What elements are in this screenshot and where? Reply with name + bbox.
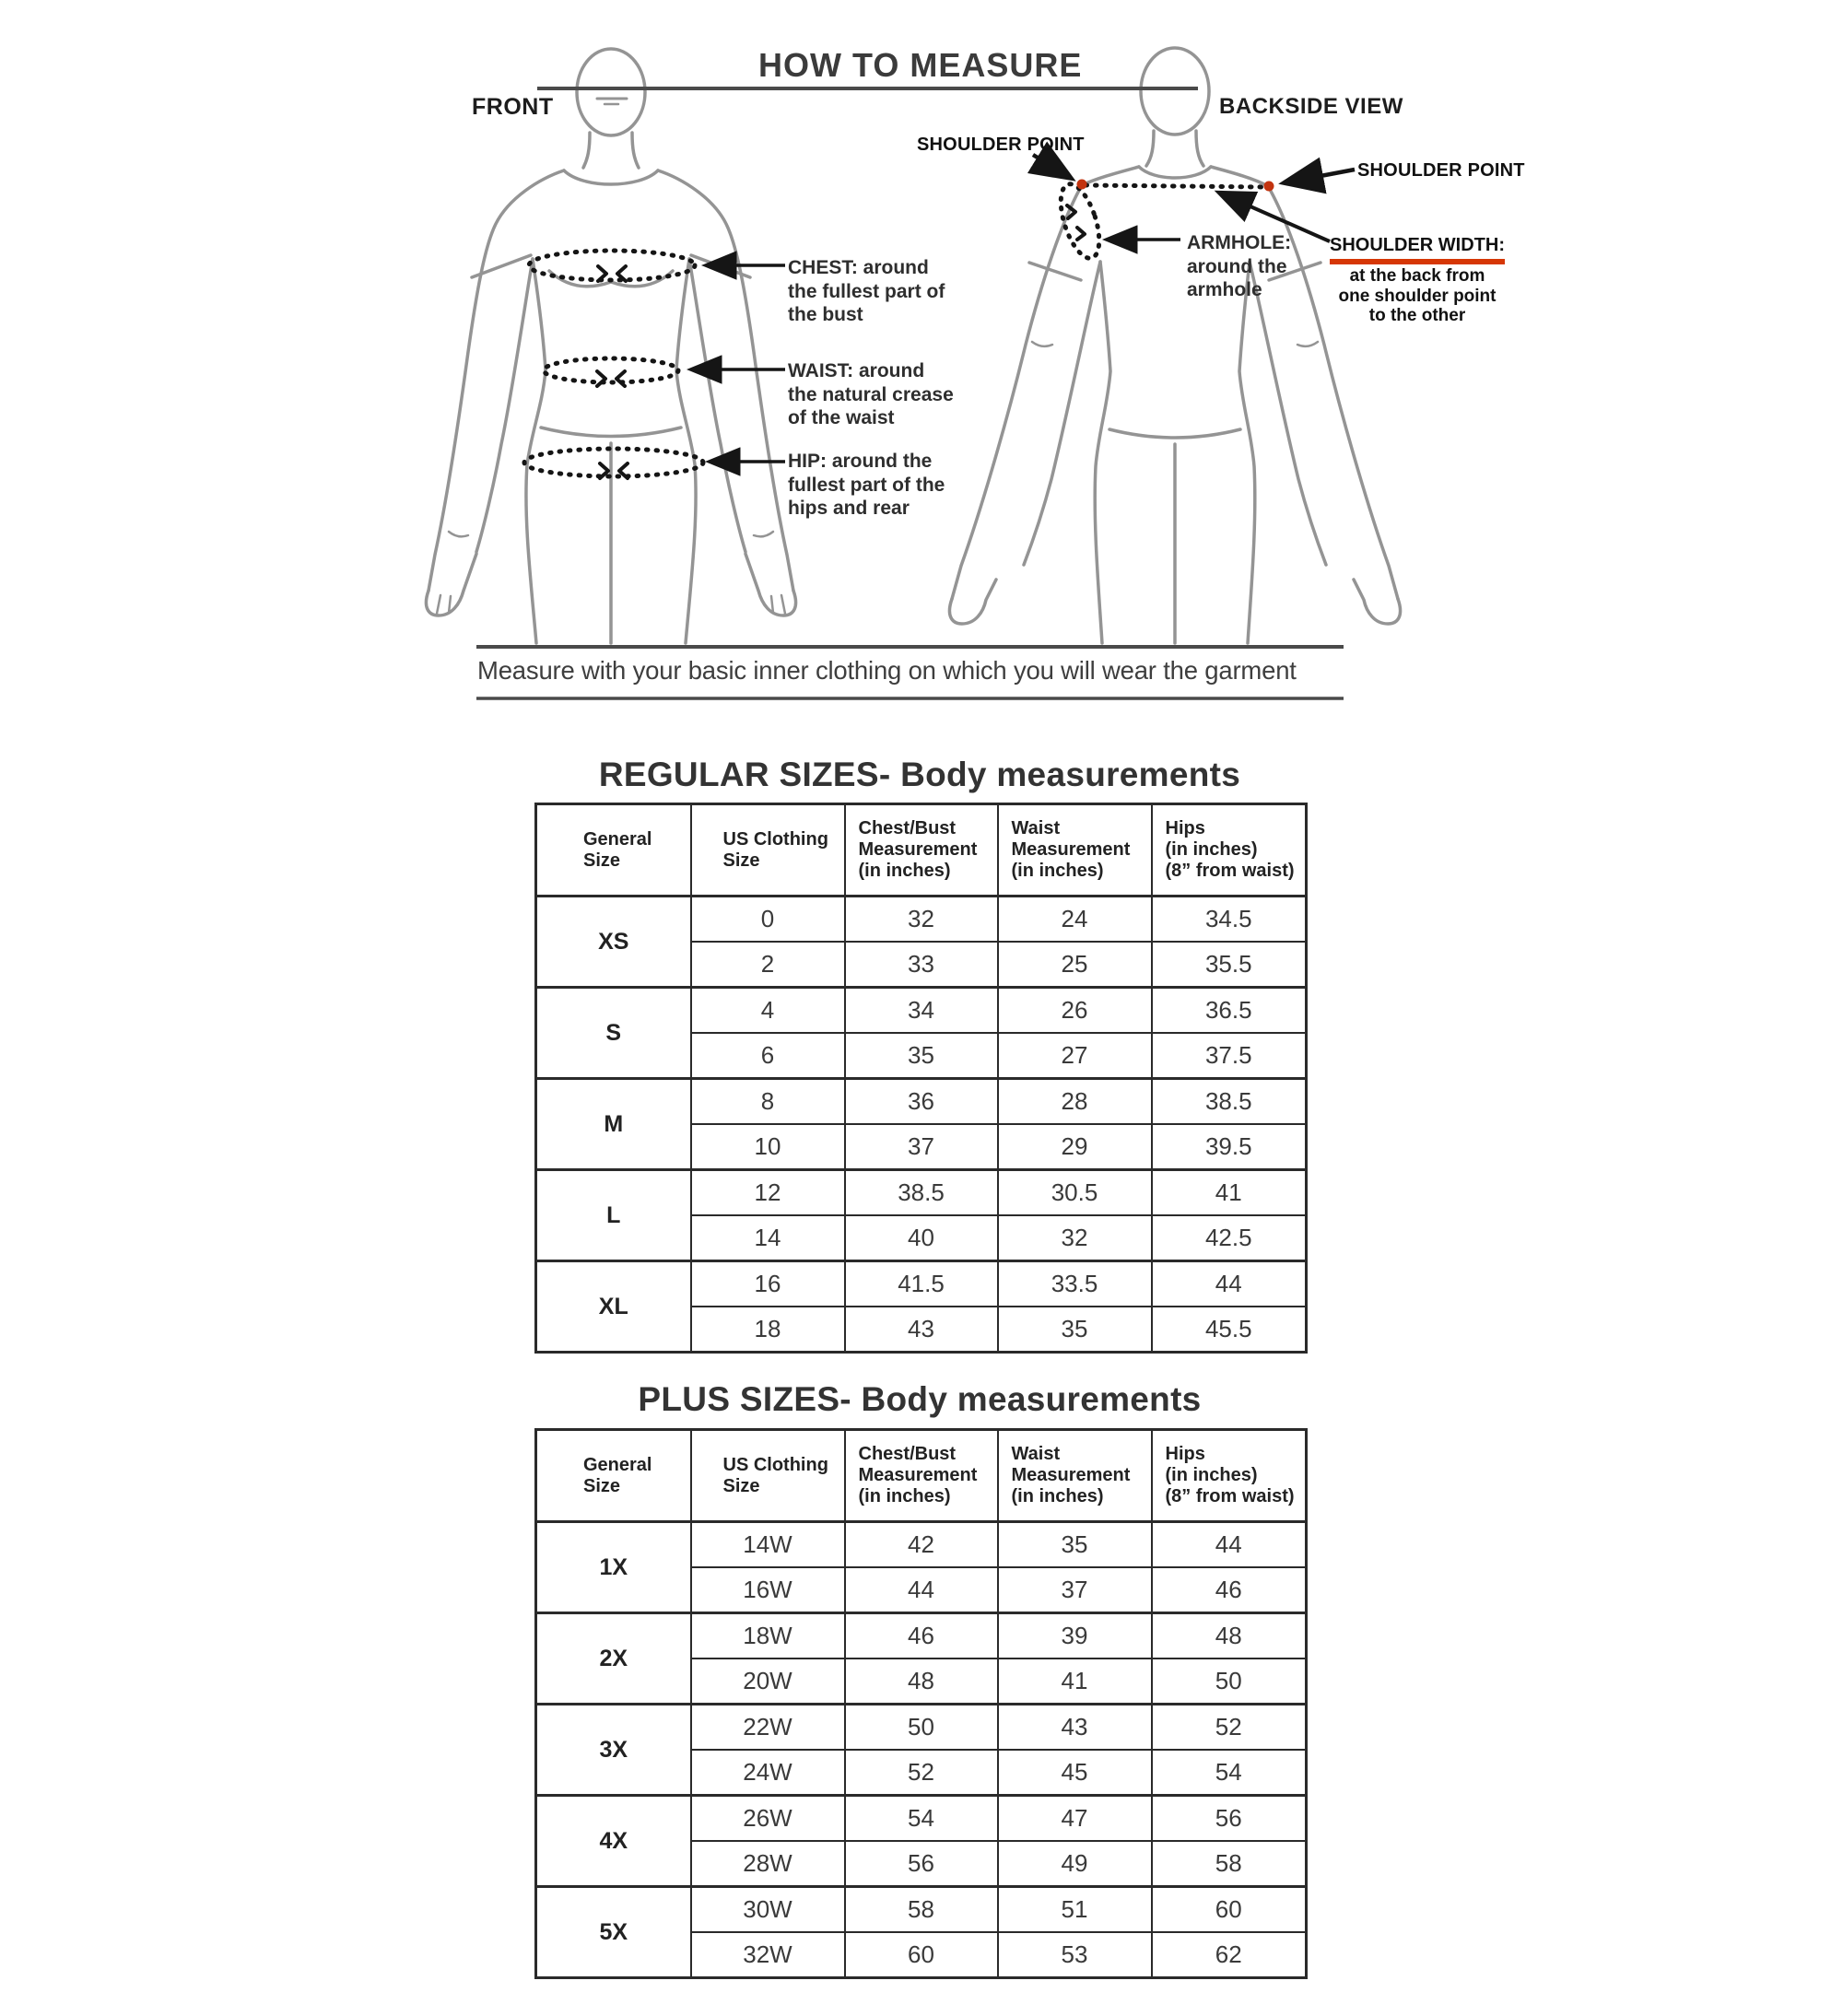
plus-sizes-table [534,1428,1308,1979]
table-row [536,1705,1307,1751]
chest-cell: 40 [845,1215,998,1261]
armhole-ellipse [1053,180,1107,263]
us-size-cell: 32W [691,1932,845,1978]
general-size-cell: S [536,988,691,1079]
us-size-cell: 0 [691,897,845,943]
waist-cell: 24 [998,897,1152,943]
chest-cell: 37 [845,1124,998,1170]
shoulder-width-line: one shoulder point [1338,286,1497,306]
general-size-cell: 5X [536,1887,691,1978]
hips-cell: 62 [1152,1932,1307,1978]
chest-cell: 60 [845,1932,998,1978]
hip-ellipse [524,449,703,476]
hips-cell: 39.5 [1152,1124,1307,1170]
hips-cell: 54 [1152,1750,1307,1796]
waist-cell: 25 [998,942,1152,988]
waist-cell: 26 [998,988,1152,1034]
chest-cell: 54 [845,1796,998,1842]
hips-cell: 58 [1152,1841,1307,1887]
hips-cell: 46 [1152,1567,1307,1613]
hips-cell: 48 [1152,1613,1307,1659]
chest-cell: 36 [845,1079,998,1125]
general-size-cell: M [536,1079,691,1170]
table-row [536,1796,1307,1842]
waist-cell: 53 [998,1932,1152,1978]
shoulder-point-right-label: SHOULDER POINT [1357,160,1525,181]
us-size-cell: 18W [691,1613,845,1659]
shoulder-width-line: at the back from [1349,266,1485,286]
us-size-cell: 16W [691,1567,845,1613]
general-size-cell: 4X [536,1796,691,1887]
column-header: Hips (in inches) (8” from waist) [1152,804,1307,897]
waist-cell: 29 [998,1124,1152,1170]
table-row [536,1261,1307,1307]
us-size-cell: 26W [691,1796,845,1842]
hips-cell: 52 [1152,1705,1307,1751]
column-header: US Clothing Size [691,1430,845,1522]
us-size-cell: 28W [691,1841,845,1887]
measurement-marks [524,180,1266,478]
waist-cell: 33.5 [998,1261,1152,1307]
waist-cell: 41 [998,1659,1152,1705]
hips-cell: 36.5 [1152,988,1307,1034]
waist-ellipse [544,358,678,382]
front-figure [426,49,795,643]
table-row [536,1170,1307,1216]
column-header: Chest/Bust Measurement (in inches) [845,1430,998,1522]
column-header: US Clothing Size [691,804,845,897]
column-header: Waist Measurement (in inches) [998,1430,1152,1522]
chest-cell: 32 [845,897,998,943]
hips-cell: 45.5 [1152,1307,1307,1353]
chest-cell: 58 [845,1887,998,1933]
us-size-cell: 6 [691,1033,845,1079]
armhole-label [1187,231,1291,302]
chest-cell: 50 [845,1705,998,1751]
table-row [536,1079,1307,1125]
waist-cell: 35 [998,1522,1152,1568]
hips-cell: 44 [1152,1261,1307,1307]
hips-cell: 60 [1152,1887,1307,1933]
regular-sizes-table-container [534,803,1308,1354]
front-view-label: FRONT [472,94,554,120]
shoulder-width-line: to the other [1368,306,1466,325]
waist-label-line: of the waist [788,407,895,428]
chest-cell: 52 [845,1750,998,1796]
general-size-cell: 3X [536,1705,691,1796]
general-size-cell: 2X [536,1613,691,1705]
us-size-cell: 8 [691,1079,845,1125]
hips-cell: 50 [1152,1659,1307,1705]
waist-cell: 37 [998,1567,1152,1613]
us-size-cell: 16 [691,1261,845,1307]
armhole-label-line: ARMHOLE: [1187,232,1292,253]
chest-label-line: the bust [788,304,863,325]
waist-cell: 30.5 [998,1170,1152,1216]
hips-cell: 56 [1152,1796,1307,1842]
chest-label-line: the fullest part of [788,280,945,302]
chest-cell: 34 [845,988,998,1034]
column-header: General Size [536,1430,691,1522]
waist-cell: 43 [998,1705,1152,1751]
chest-cell: 56 [845,1841,998,1887]
general-size-cell: XS [536,897,691,988]
chest-cell: 33 [845,942,998,988]
front-head [577,49,645,135]
armhole-label-line: armhole [1187,279,1262,300]
waist-label-line: the natural crease [788,383,954,405]
general-size-cell: XL [536,1261,691,1353]
us-size-cell: 12 [691,1170,845,1216]
waist-label-line: WAIST: around [788,360,925,381]
table-row [536,897,1307,943]
regular-sizes-title: REGULAR SIZES- Body measurements [598,756,1241,793]
hip-label-line: HIP: around the [788,451,933,472]
us-size-cell: 30W [691,1887,845,1933]
regular-sizes-table [534,803,1308,1354]
shoulder-point-left-arrow [1033,155,1069,177]
us-size-cell: 22W [691,1705,845,1751]
shoulder-width-title: SHOULDER WIDTH: [1330,235,1505,264]
chest-cell: 41.5 [845,1261,998,1307]
shoulder-width-description [1325,266,1509,326]
table-row [536,1522,1307,1568]
shoulder-width-label [1325,235,1509,326]
waist-cell: 51 [998,1887,1152,1933]
chest-cell: 48 [845,1659,998,1705]
shoulder-point-marker-left [1077,180,1087,190]
hips-cell: 44 [1152,1522,1307,1568]
shoulder-point-right-arrow [1286,170,1355,182]
chest-cell: 46 [845,1613,998,1659]
hip-label-line: fullest part of the [788,474,945,496]
hips-cell: 41 [1152,1170,1307,1216]
page-title: HOW TO MEASURE [758,46,1083,84]
hip-label-line: hips and rear [788,498,910,519]
general-size-cell: 1X [536,1522,691,1613]
chest-cell: 42 [845,1522,998,1568]
shoulder-width-dashed-line [1086,185,1266,187]
chest-ellipse [529,251,695,280]
hips-cell: 35.5 [1152,942,1307,988]
shoulder-point-left-label: SHOULDER POINT [917,135,1085,155]
us-size-cell: 2 [691,942,845,988]
table-row [536,988,1307,1034]
waist-cell: 28 [998,1079,1152,1125]
waist-cell: 27 [998,1033,1152,1079]
us-size-cell: 14W [691,1522,845,1568]
column-header: General Size [536,804,691,897]
chest-label [788,256,945,327]
waist-label [788,359,954,430]
waist-cell: 35 [998,1307,1152,1353]
us-size-cell: 4 [691,988,845,1034]
us-size-cell: 10 [691,1124,845,1170]
us-size-cell: 24W [691,1750,845,1796]
waist-cell: 47 [998,1796,1152,1842]
hips-cell: 34.5 [1152,897,1307,943]
chest-label-line: CHEST: around [788,257,929,278]
armhole-label-line: around the [1187,255,1287,277]
hip-label [788,450,945,521]
waist-cell: 39 [998,1613,1152,1659]
chest-cell: 43 [845,1307,998,1353]
column-header: Waist Measurement (in inches) [998,804,1152,897]
table-row [536,1613,1307,1659]
plus-sizes-title: PLUS SIZES- Body measurements [638,1380,1202,1418]
us-size-cell: 14 [691,1215,845,1261]
backside-view-label: BACKSIDE VIEW [1219,94,1403,119]
hips-cell: 42.5 [1152,1215,1307,1261]
plus-sizes-table-container [534,1428,1308,1979]
us-size-cell: 18 [691,1307,845,1353]
footnote-text: Measure with your basic inner clothing on which you will wear the garment [477,656,1297,685]
waist-cell: 45 [998,1750,1152,1796]
how-to-measure-diagram [0,0,1843,709]
hips-cell: 38.5 [1152,1079,1307,1125]
waist-cell: 49 [998,1841,1152,1887]
column-header: Chest/Bust Measurement (in inches) [845,804,998,897]
back-head [1141,48,1209,135]
column-header: Hips (in inches) (8” from waist) [1152,1430,1307,1522]
chest-cell: 35 [845,1033,998,1079]
chest-cell: 38.5 [845,1170,998,1216]
table-row [536,1887,1307,1933]
hips-cell: 37.5 [1152,1033,1307,1079]
chest-cell: 44 [845,1567,998,1613]
shoulder-point-marker-right [1264,182,1274,192]
waist-cell: 32 [998,1215,1152,1261]
us-size-cell: 20W [691,1659,845,1705]
general-size-cell: L [536,1170,691,1261]
